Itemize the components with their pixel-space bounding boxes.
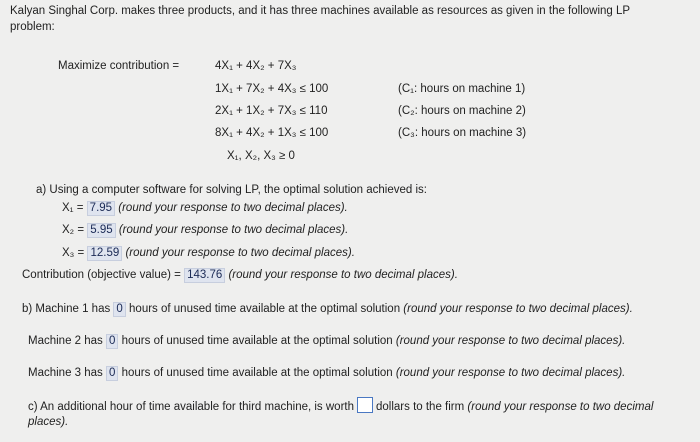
contribution-hint: (round your response to two decimal places).: [228, 269, 458, 281]
part-c-hint-2: places).: [28, 416, 69, 428]
constraint-3: 8X₁ + 4X₂ + 1X₃ ≤ 100: [215, 127, 329, 139]
x2-answer[interactable]: 5.95: [87, 223, 115, 238]
intro-line-2: problem:: [10, 21, 55, 33]
constraint-2: 2X₁ + 1X₂ + 7X₃ ≤ 110: [215, 105, 328, 117]
contribution-label: Contribution (objective value) =: [22, 269, 181, 281]
x1-answer[interactable]: 7.95: [87, 201, 115, 216]
x1-hint: (round your response to two decimal places).: [118, 202, 348, 214]
part-c-answer-input[interactable]: [357, 397, 373, 413]
x1-row: [62, 201, 348, 216]
machine-2-pre: Machine 2 has: [28, 335, 103, 347]
x1-label: X₁ =: [62, 202, 84, 214]
part-c-post: dollars to the firm: [376, 401, 465, 413]
x2-label: X₂ =: [62, 224, 85, 236]
objective-label: Maximize contribution =: [58, 60, 180, 72]
constraint-1-note: (C₁: hours on machine 1): [398, 83, 526, 95]
x3-row: [62, 246, 355, 261]
x3-label: X₃ =: [62, 247, 85, 259]
constraint-2-note: (C₂: hours on machine 2): [398, 105, 526, 117]
constraint-1: 1X₁ + 7X₂ + 4X₃ ≤ 100: [215, 83, 329, 95]
part-c-hint-1: (round your response to two decimal: [467, 401, 654, 413]
x3-hint: (round your response to two decimal places).: [125, 247, 355, 259]
contribution-row: [22, 268, 458, 283]
machine-3-answer[interactable]: 0: [106, 366, 118, 381]
part-c-pre: c) An additional hour of time available for third machine, is worth: [28, 401, 354, 413]
machine-3-post: hours of unused time available at the optimal solution: [121, 367, 393, 379]
machine-3-row: [28, 366, 625, 381]
contribution-answer[interactable]: 143.76: [184, 268, 225, 283]
machine-1-hint: (round your response to two decimal places).: [403, 303, 633, 315]
machine-2-answer[interactable]: 0: [106, 334, 118, 349]
intro-line-1: Kalyan Singhal Corp. makes three products, and it has three machines available as resources as given in the following LP: [10, 5, 631, 17]
x3-answer[interactable]: 12.59: [87, 246, 122, 261]
constraint-3-note: (C₃: hours on machine 3): [398, 127, 527, 139]
machine-2-hint: (round your response to two decimal places).: [395, 335, 626, 347]
machine-1-post: hours of unused time available at the optimal solution: [129, 303, 401, 315]
part-c-row: [28, 397, 653, 413]
nonnegativity: X₁, X₂, X₃ ≥ 0: [227, 150, 295, 162]
part-a-intro: a) Using a computer software for solving LP, the optimal solution achieved is:: [36, 184, 427, 196]
machine-2-row: [28, 334, 625, 349]
machine-2-post: hours of unused time available at the optimal solution: [121, 335, 393, 347]
x2-row: [62, 223, 348, 238]
machine-1-row: [22, 302, 633, 317]
objective-expression: 4X₁ + 4X₂ + 7X₃: [215, 60, 297, 72]
machine-1-answer[interactable]: 0: [113, 302, 125, 317]
x2-hint: (round your response to two decimal places).: [118, 224, 349, 236]
machine-3-hint: (round your response to two decimal places).: [395, 367, 626, 379]
machine-3-pre: Machine 3 has: [28, 367, 103, 379]
machine-1-pre: b) Machine 1 has: [22, 303, 111, 315]
